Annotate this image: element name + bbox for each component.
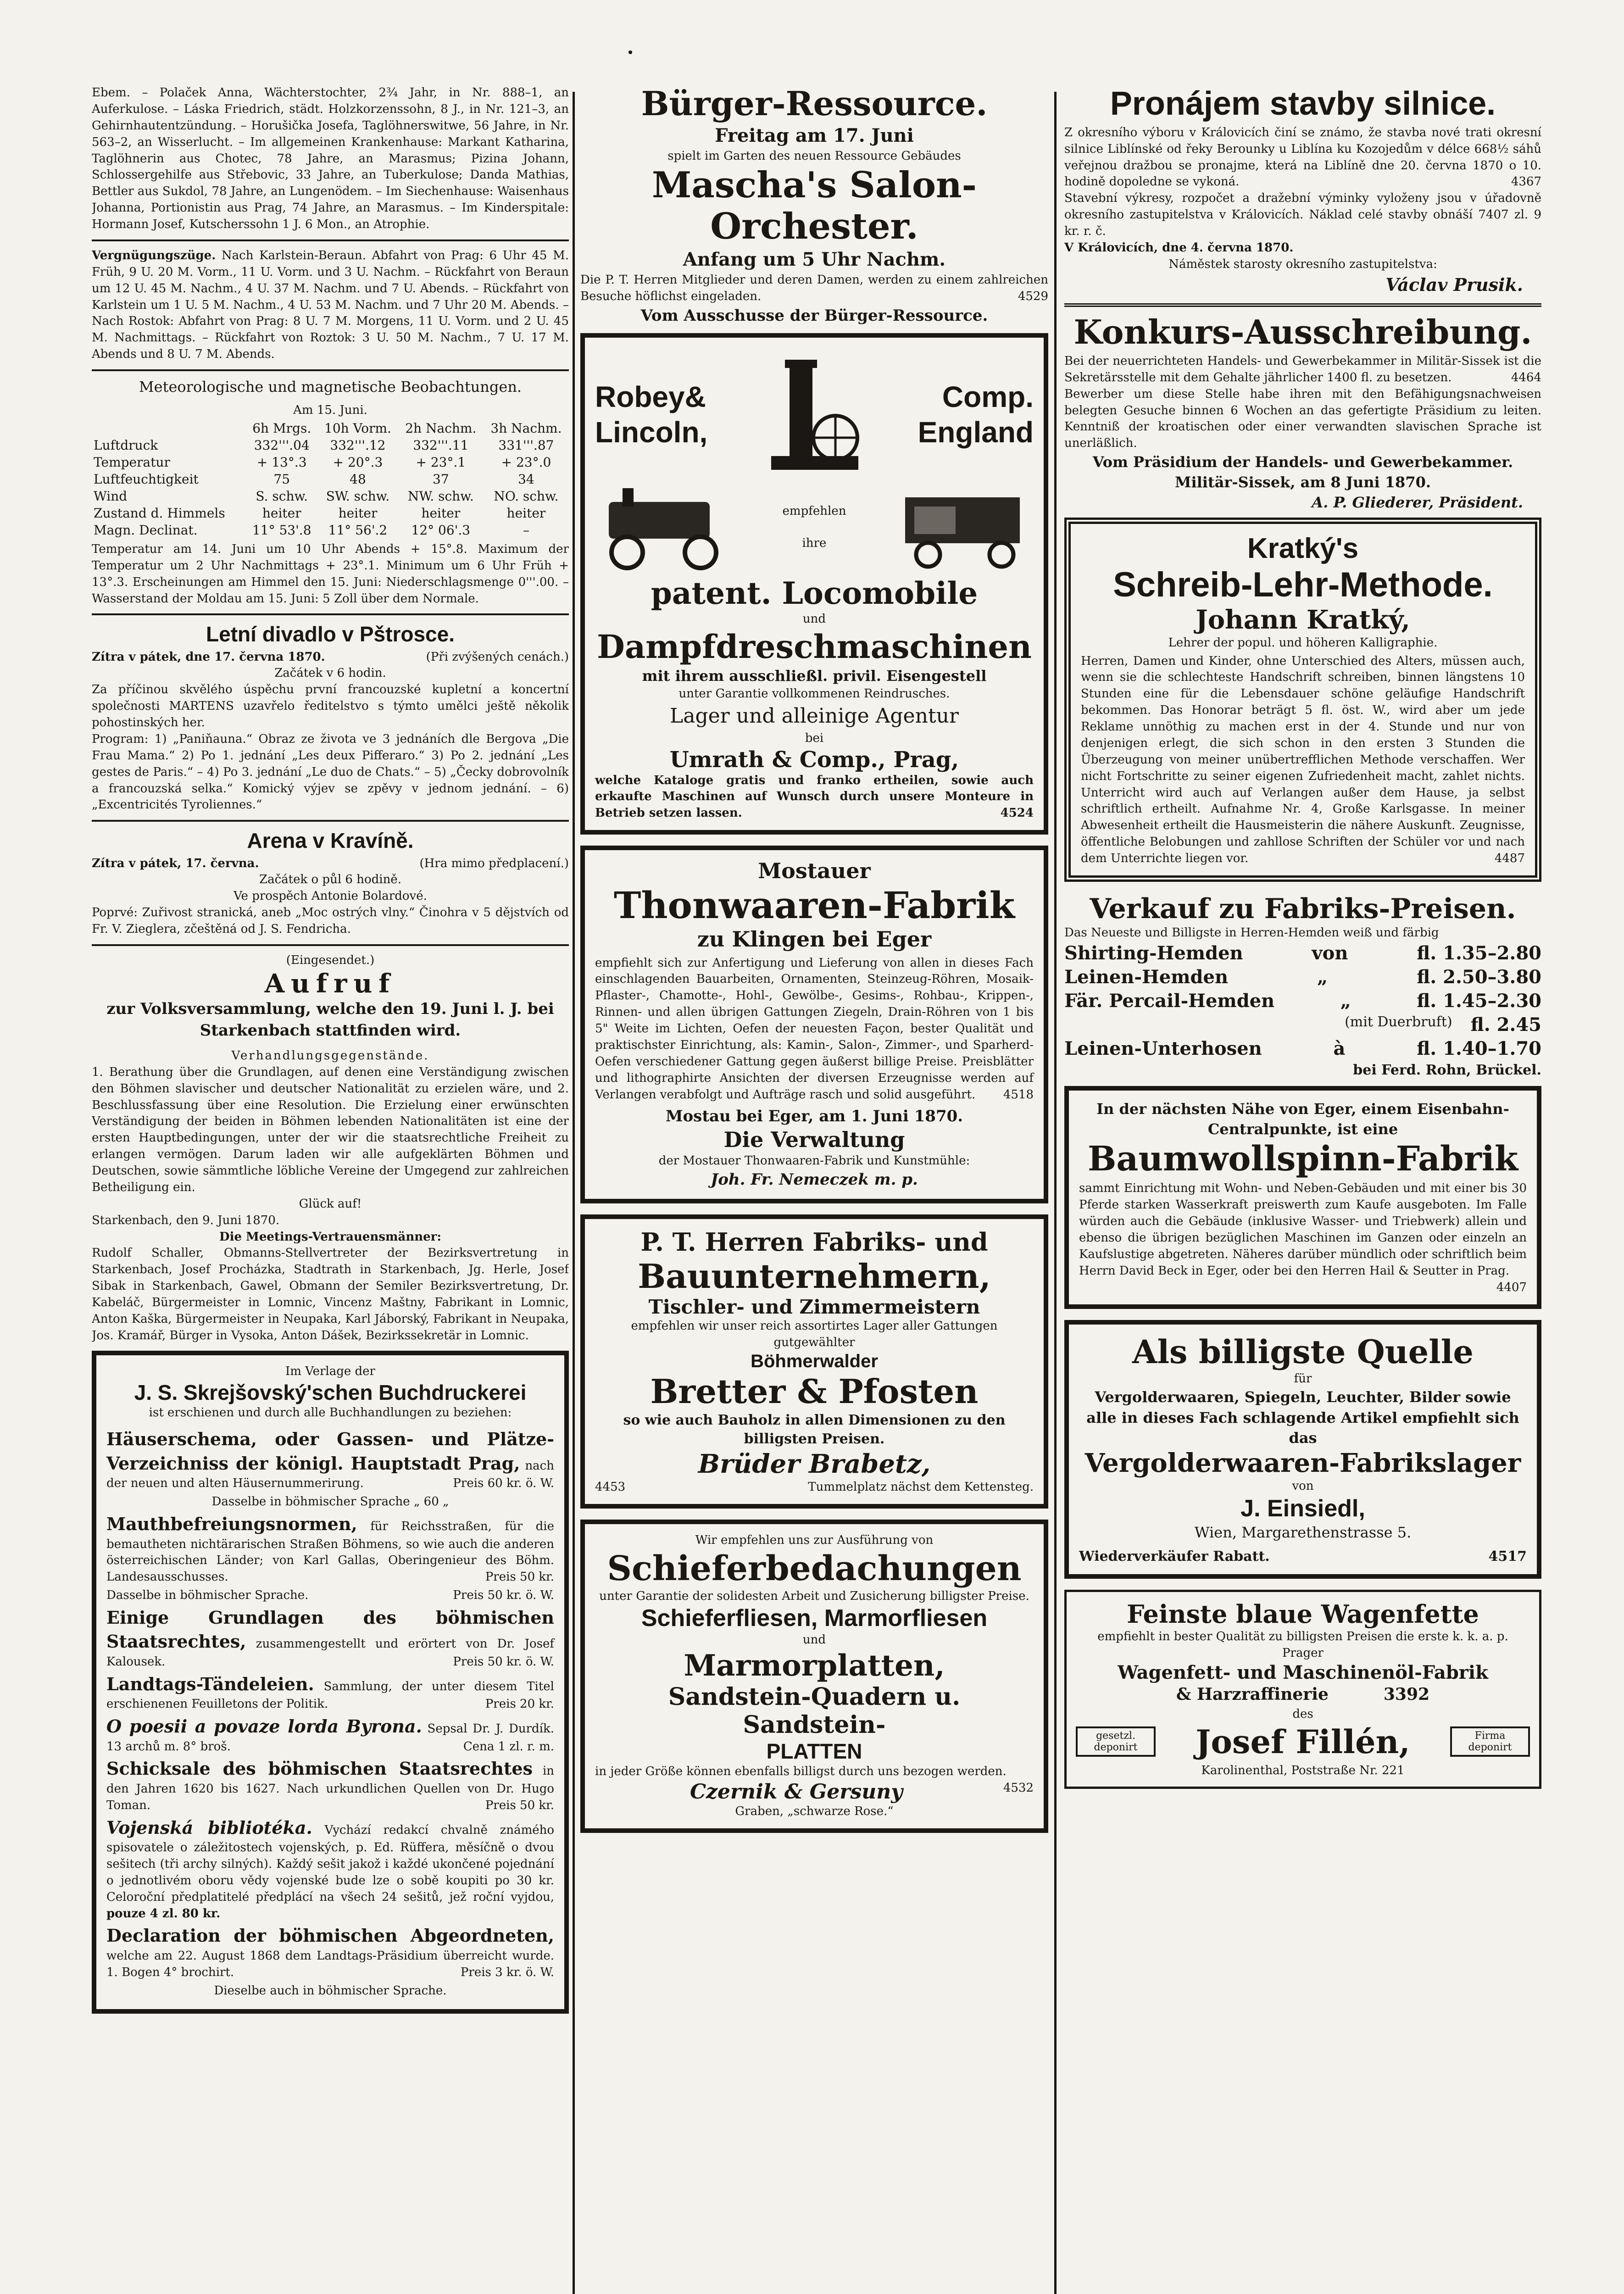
meteo-col: 10h Vorm. xyxy=(324,420,391,436)
book-price: Preis 60 kr. ö. W. xyxy=(453,1476,554,1491)
robey-text-row xyxy=(595,773,1034,822)
book-price: Preis 50 kr. ö. W. xyxy=(453,1588,554,1603)
table-cell: 331'''.87 xyxy=(498,437,554,453)
table-cell: + 13°.3 xyxy=(256,454,307,470)
table-cell: + 20°.3 xyxy=(333,454,383,470)
mostau-title: Mostauer xyxy=(758,858,871,884)
baumwoll-ad xyxy=(1064,1086,1541,1308)
brabetz-footer xyxy=(595,1479,1034,1496)
table-cell: – xyxy=(523,522,529,538)
mostau-date: Mostau bei Eger, am 1. Juni 1870. xyxy=(665,1107,963,1126)
table-cell: Zustand d. Himmels xyxy=(94,505,225,521)
table-cell: NO. schw. xyxy=(494,488,559,504)
fillen-ad xyxy=(1064,1590,1541,1788)
mostau-text-row xyxy=(595,955,1034,1103)
table-row xyxy=(92,522,569,539)
fillen-title: Feinste blaue Wagenfette xyxy=(1127,1599,1479,1629)
schiefer-number: 4532 xyxy=(1003,1781,1034,1795)
buerger-orchestra: Mascha's Salon-Orchester. xyxy=(651,164,977,247)
fillen-factory2: & Harzraffinerie xyxy=(1176,1685,1329,1704)
book-text: Vychází redakcí chvalně známého spisovatele o záležitostech vojenských, p. Ed. Rüffera, měsíčně o dvou sešitech (tři archy silných). Každý sešit jakož i každé ukončené pojednání o jednotlivém oboru vědy vojenské bude lze o sobě koupiti po 30 kr. Celoroční předplatitelé předplácí na všech 24 sešitů, jež roční vyjdou, xyxy=(106,1823,555,1904)
baumwoll-number: 4407 xyxy=(1496,1280,1527,1294)
book-title: Landtags-Tändeleien. xyxy=(106,1673,314,1694)
konkurs-name: A. P. Gliederer, Präsident. xyxy=(1312,494,1523,512)
mostau-product: Thonwaaren-Fabrik xyxy=(613,884,1015,927)
book-title: Einige Grundlagen des böhmischen Staatsrechtes, xyxy=(106,1607,554,1652)
brabetz-text: empfehlen wir unser reich assortirtes Lager aller Gattungen gutgewählter xyxy=(631,1319,998,1350)
item-name: Shirting-Hemden xyxy=(1064,942,1243,964)
table-row xyxy=(92,437,569,454)
trains-title: Vergnügungszüge. xyxy=(92,248,216,262)
table-cell: heiter xyxy=(262,505,301,521)
book-text: Sammlung, der unter diesem Titel erschienenen Feuilletons der Politik. xyxy=(106,1679,554,1711)
book-item xyxy=(106,1816,554,1922)
robey-left2: Lincoln, xyxy=(595,416,708,449)
theatre1-price: (Při zvýšených cenách.) xyxy=(426,650,569,664)
pronajem-name: Václav Prusik. xyxy=(1385,274,1523,295)
aufruf-names: Rudolf Schaller, Obmanns-Stellvertreter der Bezirksvertretung in Starkenbach, Josef Procházka, Stadtrath in Starkenbach, Jg. Herle, Josef Sibak in Starkenbach, Gawel, Obmann der Semiler Bezirksvertretung, Dr. Kabeláč, Bürgermeister in Lomnic, Vincenz Maštny, Fabrikant in Lomnic, Anton Kaška, Bürgermeister in Neupaka, Karl Jáborský, Fabrikant in Neupaka, Jos. Kramář, Bürger in Vysoka, Anton Dášek, Bezirkssekretär in Lomnic. xyxy=(92,1246,569,1342)
konkurs-sign: Vom Präsidium der Handels- und Gewerbekammer. xyxy=(1092,453,1513,471)
theatre2-price: (Hra mimo předplacení.) xyxy=(419,856,569,870)
einsiedl-title: Als billigste Quelle xyxy=(1132,1332,1474,1371)
robey-right2: England xyxy=(918,416,1034,449)
item-unit: „ xyxy=(1317,966,1328,988)
meteo-date: Am 15. Juni. xyxy=(293,403,367,417)
meteo-col: 2h Nachm. xyxy=(405,420,477,436)
robey-mid-text xyxy=(783,504,846,550)
brabetz-subtitle: Tischler- und Zimmermeistern xyxy=(648,1296,980,1319)
meteo-notes: Temperatur am 14. Juni um 10 Uhr Abends + 15°.8. Maximum der Temperatur um 2 Uhr Nachmittags + 23°.1. Minimum um 6 Uhr Früh + 13°.3. Erscheinungen am Himmel den 15. Juni: Niederschlagsmenge 0'''.00. – Wasserstand der Moldau am 15. Juni: 5 Zoll über dem Normale. xyxy=(92,542,569,606)
theatre2-date-row xyxy=(92,856,569,872)
item-price: fl. 2.50–3.80 xyxy=(1417,966,1541,988)
book-title: Mauthbefreiungsnormen, xyxy=(106,1514,357,1535)
theatre2-benefit: Ve prospěch Antonie Bolardové. xyxy=(234,889,427,903)
einsiedl-of: von xyxy=(1292,1479,1314,1493)
schiefer-address: Graben, „schwarze Rose.“ xyxy=(735,1804,894,1819)
table-cell: 11° 53'.8 xyxy=(252,522,311,538)
schiefer-size: in jeder Größe können ebenfalls billigst durch uns bezogen werden. xyxy=(595,1765,1007,1779)
theatre2-text: Poprvé: Zuřivost stranická, aneb „Moc ostrých vlny.“ Činohra v 5 dějstvích od Fr. V. Zieglera, zčeštěná od J. S. Fendricha. xyxy=(92,906,569,936)
baumwoll-title: Baumwollspinn-Fabrik xyxy=(1087,1139,1518,1179)
item-price: fl. 2.45 xyxy=(1470,1013,1541,1036)
schiefer-sandstein: Sandstein-Quadern u. Sandstein- xyxy=(668,1683,961,1739)
theatre1-title: Letní divadlo v Pštrosce. xyxy=(206,622,455,646)
price-row xyxy=(1064,989,1541,1013)
table-row xyxy=(92,505,569,522)
kratky-title: Kratký's xyxy=(1247,532,1359,564)
item-unit: von xyxy=(1312,942,1348,964)
robey-feature: mit ihrem ausschließl. privil. Eisengestell xyxy=(642,667,987,685)
table-cell: 12° 06'.3 xyxy=(411,522,471,538)
kratky-name: Johann Kratký, xyxy=(1196,604,1410,635)
column-3 xyxy=(1064,85,1541,2294)
rohn-title: Verkauf zu Fabriks-Preisen. xyxy=(1090,892,1516,925)
books-sub: ist erschienen und durch alle Buchhandlungen zu beziehen: xyxy=(149,1405,512,1420)
schiefer-marmor: Marmorplatten, xyxy=(684,1648,945,1683)
brabetz-ad xyxy=(580,1214,1048,1508)
book-price: Preis 3 kr. ö. W. xyxy=(460,1965,554,1979)
konkurs-text2: Bewerber um diese Stelle habe ihren mit den Befähigungsnachweisen belegten Gesuche binnen 6 Wochen an das gefertigte Präsidium zu leiten. Kenntniß der kroatischen oder einer verwandten slavischen Sprache ist unerläßlich. xyxy=(1064,387,1541,451)
schiefer-text: unter Garantie der solidesten Arbeit und Zusicherung billigster Preise. xyxy=(599,1589,1029,1603)
einsiedl-ad xyxy=(1064,1320,1541,1579)
divider xyxy=(92,944,569,946)
book-price: Cena 1 zl. r. m. xyxy=(463,1739,554,1754)
aufruf-sign: Die Meetings-Vertrauensmänner: xyxy=(219,1230,441,1244)
einsiedl-text: Vergolderwaaren, Spiegeln, Leuchter, Bilder sowie alle in dieses Fach schlagende Artikel empfiehlt sich das xyxy=(1086,1388,1519,1447)
meteo-table xyxy=(92,420,569,539)
table-cell: 75 xyxy=(273,471,290,487)
robey-ad xyxy=(580,333,1048,835)
column-2 xyxy=(580,85,1048,2294)
robey-agency: Lager und alleinige Agentur xyxy=(670,704,959,728)
locomobile-icon xyxy=(595,484,733,571)
column-rule xyxy=(573,92,575,2294)
aufruf-place: Starkenbach, den 9. Juni 1870. xyxy=(92,1213,280,1227)
theatre1-text: Za příčinou skvělého úspěchu první francouzské kupletní a koncertní společnosti MARTENS uzavřelo ředitelstvo s týmto umělci ještě několik pohostinských her. xyxy=(92,683,569,730)
table-cell: + 23°.0 xyxy=(501,454,551,470)
table-cell: 37 xyxy=(433,471,449,487)
theatre2-date: Zítra v pátek, 17. června. xyxy=(92,856,259,870)
book-text: Dieselbe auch in böhmischer Sprache. xyxy=(214,1983,447,1998)
book-text: nach der neuen und alten Häusernummerirung. xyxy=(106,1459,554,1491)
brabetz-name: Brüder Brabetz, xyxy=(698,1448,931,1479)
book-item xyxy=(106,1924,554,1981)
robey-agent: Umrath & Comp., Prag, xyxy=(669,746,959,773)
item-name: Leinen-Unterhosen xyxy=(1064,1037,1262,1059)
robey-their: ihre xyxy=(802,536,827,551)
fillen-name-row xyxy=(1076,1723,1530,1761)
table-cell: Luftfeuchtigkeit xyxy=(94,471,199,487)
item-price: fl. 1.40–1.70 xyxy=(1417,1037,1541,1059)
robey-left-block xyxy=(595,379,707,450)
robey-text: welche Kataloge gratis und franko ertheilen, sowie auch erkaufte Maschinen auf Wunsch durch unsere Monteure in Betrieb setzen lassen. xyxy=(595,773,1034,820)
schiefer-and: und xyxy=(802,1633,826,1647)
table-cell: 34 xyxy=(518,471,534,487)
meteo-col: 3h Nachm. xyxy=(490,420,562,436)
buerger-sign: Vom Ausschusse der Bürger-Ressource. xyxy=(640,306,988,325)
table-cell: Wind xyxy=(94,488,128,504)
einsiedl-name: J. Einsiedl, xyxy=(1240,1495,1365,1522)
table-cell: 48 xyxy=(350,471,366,487)
kratky-method: Schreib-Lehr-Methode. xyxy=(1113,565,1493,604)
divider xyxy=(92,369,569,371)
mostau-name: Joh. Fr. Nemeczek m. p. xyxy=(711,1170,918,1189)
item-name: (mit Duerbruft) xyxy=(1345,1013,1452,1030)
book-price: Preis 50 kr. ö. W. xyxy=(453,1654,554,1669)
theatre1-program: Program: 1) „Paniňauna.“ Obraz ze života ve 3 jednáních dle Bergova „Die Frau Mama.“ 2) Po 1. jednání „Les deux Pifferaro.“ 3) Po 2. jednání „Les gestes de Paris.“ – 4) Po 3. jednání „Le duo de Chats.“ – 5) „Čecky dobrovolník a francouzská selka.“ Komický výjev se zpěvy v jednom jednání. – 6) „Excentricités Tyroliennes.“ xyxy=(92,732,569,812)
table-row xyxy=(92,488,569,505)
book-price: Preis 50 kr. xyxy=(485,1798,554,1812)
book-item xyxy=(106,1715,554,1755)
kratky-text: Herren, Damen und Kinder, ohne Unterschied des Alters, müssen auch, wenn sie die schlechteste Handschrift schreiben, binnen längstens 10 Stunden eine für die Lebensdauer schöne geläufige Handschrift bekommen. Das Honorar beträgt 5 fl. öst. W., wird aber um jede Reklame unnöthig zu machen erst in der 4. Stunde und nur von denjenigen erlegt, die sich schon in den ersten 3 Stunden die Überzeugung von meiner unübertrefflichen Methode verschaffen. Wer nicht Fortschritte zu seiner eigenen Zufriedenheit macht, zahlet nichts. Unterricht wird auch auf Verlangen außer dem Hause, ja selbst schriftlich ertheilt. Aufnahme Nr. 4, Große Karlsgasse. In meiner Abwesenheit ertheilt die Hausmeisterin die nähere Auskunft. Zeugnisse, öffentliche Belobungen und zahllose Schriften der Schüler vor und nach dem Unterrichte liegen vor. xyxy=(1081,654,1525,865)
rohn-text: Das Neueste und Billigste in Herren-Hemden weiß und färbig xyxy=(1064,925,1439,940)
buerger-number: 4529 xyxy=(1018,290,1048,304)
buerger-text-row xyxy=(580,272,1048,305)
brabetz-also: so wie auch Bauholz in allen Dimensionen zu den billigsten Preisen. xyxy=(623,1412,1006,1448)
baumwoll-intro: In der nächsten Nähe von Eger, einem Eisenbahn-Centralpunkte, ist eine xyxy=(1096,1100,1509,1138)
theatre1-date-row xyxy=(92,649,569,666)
konkurs-number: 4464 xyxy=(1511,370,1541,384)
robey-at: bei xyxy=(805,731,824,745)
fillen-factory2-row xyxy=(1076,1683,1530,1706)
table-cell: NW. schw. xyxy=(407,488,474,504)
divider xyxy=(92,820,569,822)
brabetz-address: Tummelplatz nächst dem Kettensteg. xyxy=(808,1480,1034,1494)
robey-product: Dampfdreschmaschinen xyxy=(597,627,1032,666)
table-cell: heiter xyxy=(506,505,546,521)
buerger-date: Freitag am 17. Juni xyxy=(715,124,914,146)
book-text: Sepsal Dr. J. Durdík. 13 archů m. 8° broš. xyxy=(106,1722,554,1754)
einsiedl-footer xyxy=(1079,1547,1527,1566)
fillen-name: Josef Fillén, xyxy=(1196,1722,1410,1761)
trains-section xyxy=(92,248,569,363)
divider xyxy=(92,239,569,241)
books-publisher: J. S. Skrejšovský'schen Buchdruckerei xyxy=(134,1380,527,1404)
book-title: Schicksale des böhmischen Staatsrechtes xyxy=(106,1758,533,1779)
schiefer-title: Schieferbedachungen xyxy=(607,1548,1022,1588)
table-cell: Temperatur xyxy=(94,454,170,470)
robey-right: Comp. xyxy=(942,380,1034,414)
einsiedl-address: Wien, Margarethenstrasse 5. xyxy=(1194,1523,1412,1541)
table-cell: 11° 56'.2 xyxy=(328,522,388,538)
kratky-number: 4487 xyxy=(1494,852,1525,865)
theatre1-date: Zítra v pátek, dne 17. června 1870. xyxy=(92,650,325,664)
item-unit: à xyxy=(1333,1037,1346,1059)
book-price: Preis 50 kr. xyxy=(485,1570,554,1584)
theatre2-start: Začátek o půl 6 hodině. xyxy=(259,873,401,887)
table-cell: 332'''.04 xyxy=(254,437,310,453)
book-title: Declaration der böhmischen Abgeordneten, xyxy=(106,1925,554,1946)
divider xyxy=(92,613,569,615)
table-cell: Luftdruck xyxy=(94,437,158,453)
pronajem-text: Z okresního výboru v Královicích činí se známo, že stavba nové trati okresní silnice Liblínské od řeky Berounky u Liblína ku Kozojedům v délce 668½ sáhů veřejnou dražbou se pronajme, která na Liblíně dne 20. června 1870 o 10. hodině dopoledne se vykoná. xyxy=(1064,125,1541,189)
schiefer-ad xyxy=(580,1520,1048,1833)
table-cell: 332'''.12 xyxy=(330,437,386,453)
threshing-machine-icon xyxy=(896,484,1034,571)
aufruf-glueck: Glück auf! xyxy=(299,1197,362,1211)
robey-recommend: empfehlen xyxy=(782,504,846,518)
theatre1-start: Začátek v 6 hodin. xyxy=(274,666,386,680)
book-title: O poesii a povaze lorda Byrona. xyxy=(106,1716,422,1737)
einsiedl-for: für xyxy=(1294,1371,1312,1386)
fillen-des: des xyxy=(1292,1707,1313,1721)
column-rule xyxy=(1054,92,1057,2294)
fillen-stamp-left: gesetzl. deponirt xyxy=(1076,1726,1156,1757)
brabetz-product: Bretter & Pfosten xyxy=(650,1372,979,1411)
pronajem-text-row xyxy=(1064,125,1541,191)
book-text: zusammengestellt und erörtert von Dr. Josef Kalousek. xyxy=(106,1637,555,1669)
book-title: Häuserschema, oder Gassen- und Plätze-Verzeichniss der königl. Hauptstadt Prag, xyxy=(106,1429,554,1474)
price-row xyxy=(1064,965,1541,989)
pronajem-sign: Náměstek starosty okresního zastupitelstva: xyxy=(1168,257,1437,271)
robey-and: und xyxy=(802,612,826,626)
robey-header xyxy=(595,351,1034,479)
kratky-role: Lehrer der popul. und höheren Kalligraphie. xyxy=(1168,635,1438,650)
kratky-ad xyxy=(1064,518,1541,882)
eingesendet: (Eingesendet.) xyxy=(286,953,375,967)
kratky-text-row xyxy=(1081,653,1525,867)
buerger-start: Anfang um 5 Uhr Nachm. xyxy=(683,249,946,271)
theatre2-title: Arena v Kravíně. xyxy=(247,829,414,853)
schiefer-name: Czernik & Gersuny xyxy=(690,1780,903,1804)
brabetz-number: 4453 xyxy=(595,1480,626,1494)
konkurs-title: Konkurs-Ausschreibung. xyxy=(1073,312,1532,352)
table-cell: + 23°.1 xyxy=(416,454,466,470)
brabetz-intro: P. T. Herren Fabriks- und xyxy=(640,1227,988,1257)
brabetz-title: Bauunternehmern, xyxy=(638,1257,991,1296)
mostau-sign2: der Mostauer Thonwaaren-Fabrik und Kunstmühle: xyxy=(658,1153,970,1168)
aufruf-subtitle: zur Volksversammlung, welche den 19. Juni l. J. bei Starkenbach stattfinden wird. xyxy=(106,1000,554,1040)
aufruf-title: Aufruf xyxy=(264,968,396,999)
divider xyxy=(1064,303,1541,307)
book-text: Dasselbe in böhmischer Sprache. xyxy=(106,1588,309,1603)
table-cell: heiter xyxy=(338,505,378,521)
aufruf-text: 1. Berathung über die Grundlagen, auf denen eine Verständigung zwischen den Böhmen slavischer und deutscher Nationalität zu erzielen wäre, und 2. Beschlussfassung über eine Resolution. Die Erzielung einer erwünschten Verständigung der beiden in Böhmen lebenden Nationalitäten ist eine der ersten Hauptbedingungen, unter der wir die staatsrechtliche Freiheit zu erlangen vermögen. Darum laden wir alle aufgeklärten Böhmen und Deutschen, sowie sämmtliche löbliche Vereine der Umgegend zur zahlreichen Betheiligung ein. xyxy=(92,1065,569,1194)
item-unit: „ xyxy=(1340,990,1351,1012)
books-ad xyxy=(92,1351,569,2014)
book-text: für Reichsstraßen, für die bemautheten nichtärarischen Straßen Böhmens, so wie auch die anderen österreichischen Länder; von Karl Gallas, Oberingenieur des Böhm. Landesausschusses. xyxy=(106,1520,555,1584)
fillen-number: 3392 xyxy=(1383,1685,1430,1704)
book-item xyxy=(106,1494,554,1510)
book-item xyxy=(106,1672,554,1713)
baumwoll-text: sammt Einrichtung mit Wohn- und Neben-Gebäuden und mit einer bis 30 Pferde starken Wasserkraft preiswerth zum Kaufe ausgeboten. Im Falle würden auch die Gebäude (inklusive Wasser- und Triebwerk) allein und ebenso die übrigen bezüglichen Maschinen im Ganzen oder einzeln an Kaufslustige abgetreten. Näheres darüber mündlich oder schriftlich beim Herrn David Beck in Eger, oder bei den Herren Hail & Seutter in Prag. xyxy=(1079,1181,1527,1278)
mostau-text: empfiehlt sich zur Anfertigung und Lieferung von allen in dieses Fach einschlagenden Bauarbeiten, Ornamenten, Steinzeug-Röhren, Mosaik-Pflaster-, Chamotte-, Hohl-, Gewölbe-, Gesims-, Rohbau-, Krippen-, Rinnen- und allen übrigen Gattungen Ziegeln, Drain-Röhren von 1 bis 5" Weite im Lichten, Oefen der neuesten Façon, bester Qualität und praktischster Einrichtung, als: Kamin-, Salon-, Zimmer-, und Sparherd-Oefen verschiedener Gattung gegen äußerst billige Preise. Preisblätter und lithographirte Ansichten der diversen Erzeugnisse werden auf Verlangen verabfolgt und Aufträge rasch und solid ausgeführt. xyxy=(595,956,1034,1102)
book-price: Preis 20 kr. xyxy=(485,1697,554,1711)
fillen-text: empfiehlt in bester Qualität zu billigsten Preisen die erste k. k. a. p. Prager xyxy=(1097,1630,1508,1660)
konkurs-date: Militär-Sissek, am 8 Juni 1870. xyxy=(1175,473,1431,491)
robey-patent: patent. Locomobile xyxy=(651,575,978,612)
buerger-line: spielt im Garten des neuen Ressource Gebäudes xyxy=(667,149,961,163)
table-cell: S. schw. xyxy=(256,488,308,504)
schiefer-products: Schieferfliesen, Marmorfliesen xyxy=(641,1605,988,1632)
price-row xyxy=(1064,1013,1541,1037)
book-title: Vojenská bibliotéka. xyxy=(106,1817,312,1838)
robey-right-block xyxy=(918,379,1034,450)
item-price: fl. 1.35–2.80 xyxy=(1417,942,1541,964)
fillen-address: Karolinenthal, Poststraße Nr. 221 xyxy=(1201,1763,1405,1777)
pronajem-date: V Královicích, dne 4. června 1870. xyxy=(1064,240,1294,255)
death-notices: Ebem. – Polaček Anna, Wächterstochter, 2¾ Jahr, in Nr. 888–1, an Auferkulose. – Láska Friedrich, städt. Holzkorzenssohn, 8 J., in Nr. 121–3, an Gehirnhautentzündung. – Horušička Josefa, Taglöhnerswitwe, 56 Jahre, in Nr. 563–2, an Wisserlucht. – Im allgemeinen Krankenhause: Markant Katharina, Taglöhnerin aus Chotec, 78 Jahre, an Marasmus; Pizina Johann, Schlossergehilfe aus Střebovic, 33 Jahre, an Tuberkulose; Danda Mathias, Bettler aus Sukdol, 78 Jahre, an Lungenödem. – Im Siechenhause: Waisenhaus Johanna, Portionistin aus Prag, 74 Jahre, an Marasmus. – Im Kinderspitale: Hormann Josef, Kutscherssohn 1 J. 6 Mon., an Atrophie. xyxy=(92,86,569,231)
book-item xyxy=(106,1587,554,1604)
item-name: Fär. Percail-Hemden xyxy=(1064,990,1275,1012)
robey-left: Robey& xyxy=(595,380,706,414)
book-item xyxy=(106,1983,554,1999)
price-row xyxy=(1064,1037,1541,1061)
column-1 xyxy=(92,85,569,2294)
item-price: fl. 1.45–2.30 xyxy=(1417,990,1541,1012)
trains-text: Nach Karlstein-Beraun. Abfahrt von Prag: 6 Uhr 45 M. Früh, 9 U. 20 M. Vorm., 11 U. Vorm. und 3 U. Nachm. – Rückfahrt von Beraun um 12 U. 45 M. Nachm., 4 U. 37 M. Nachm. und 7 U. Abends. – Rückfahrt von Karlstein um 1 U. 5 M. Nachm., 4 U. 53 M. Nachm. und 7 Uhr 20 M. Abends. – Nach Rostok: Abfahrt von Prag: 8 U. 7 M. Morgens, 11 U. Vorm. und 2 U. 45 M. Nachmittags. – Rückfahrt von Roztok: 3 U. 50 M. Nachm., 7 U. 17 M. Abends und 8 U. 7 M. Abends. xyxy=(92,248,569,362)
fillen-stamp-right: Firma deponirt xyxy=(1450,1726,1530,1757)
mostau-sign: Die Verwaltung xyxy=(723,1127,905,1153)
konkurs-text: Bei der neuerrichteten Handels- und Gewerbekammer in Militär-Sissek ist die Sekretärsstelle mit dem Gehalte jährlicher 1400 fl. zu besetzen. xyxy=(1064,354,1541,384)
table-cell: Magn. Declinat. xyxy=(94,522,198,538)
item-name: Leinen-Hemden xyxy=(1064,966,1229,988)
einsiedl-number: 4517 xyxy=(1488,1548,1527,1565)
robey-images xyxy=(595,484,1034,571)
pronajem-number: 4367 xyxy=(1511,175,1541,189)
einsiedl-rabatt: Wiederverkäufer Rabatt. xyxy=(1079,1548,1270,1565)
robey-warranty: unter Garantie vollkommenen Reindrusches. xyxy=(679,687,950,701)
table-row xyxy=(92,471,569,488)
konkurs-text-row xyxy=(1064,353,1541,386)
brabetz-wood: Böhmerwalder xyxy=(751,1351,878,1372)
robey-number: 4524 xyxy=(1000,806,1034,820)
aufruf-topics: Verhandlungsgegenstände. xyxy=(231,1048,429,1063)
book-item xyxy=(106,1427,554,1492)
schiefer-intro: Wir empfehlen uns zur Ausführung von xyxy=(695,1533,934,1547)
pronajem-text2: Stavební výkresy, rozpočet a dražební výminky vyloženy jsou v úřadovně okresního zastupitelstva v Královicích. Náklad celé stavby obnáší 7407 zl. 9 kr. r. č. xyxy=(1064,191,1541,239)
table-cell: 332'''.11 xyxy=(413,437,469,453)
buerger-text: Die P. T. Herren Mitglieder und deren Damen, werden zu einem zahlreichen Besuche höflichst eingeladen. xyxy=(580,273,1048,304)
table-cell: heiter xyxy=(421,505,461,521)
meteo-title: Meteorologische und magnetische Beobachtungen. xyxy=(139,378,522,395)
table-cell: SW. schw. xyxy=(326,488,390,504)
book-text: welche am 22. August 1868 dem Landtags-Präsidium überreicht wurde. 1. Bogen 4° brochirt. xyxy=(106,1949,554,1979)
ornament-dot xyxy=(628,50,632,54)
book-item xyxy=(106,1757,554,1814)
book-text: in den Jahren 1620 bis 1627. Nach urkundlichen Quellen von Dr. Hugo Toman. xyxy=(106,1764,554,1812)
mostau-place: zu Klingen bei Eger xyxy=(697,927,932,952)
pronajem-title: Pronájem stavby silnice. xyxy=(1110,85,1496,122)
meteo-col xyxy=(92,420,246,437)
book-item xyxy=(106,1512,554,1586)
buerger-title: Bürger-Ressource. xyxy=(641,85,988,123)
fillen-factory: Wagenfett- und Maschinenöl-Fabrik xyxy=(1118,1662,1488,1684)
meteo-col: 6h Mrgs. xyxy=(252,420,311,436)
table-row xyxy=(92,454,569,471)
schiefer-platten: PLATTEN xyxy=(766,1739,862,1764)
books-intro: Im Verlage der xyxy=(285,1364,375,1378)
book-text: Dasselbe in böhmischer Sprache „ 60 „ xyxy=(211,1495,449,1509)
book-price: pouze 4 zl. 80 kr. xyxy=(106,1906,221,1921)
rohn-sign: bei Ferd. Rohn, Brückel. xyxy=(1353,1062,1541,1078)
steam-engine-icon xyxy=(762,351,863,479)
book-item xyxy=(106,1606,554,1670)
mostau-number: 4518 xyxy=(1003,1087,1034,1102)
price-row xyxy=(1064,941,1541,965)
einsiedl-store: Vergolderwaaren-Fabrikslager xyxy=(1085,1448,1521,1478)
meteo-header-row xyxy=(92,420,569,437)
mostau-ad xyxy=(580,846,1048,1203)
